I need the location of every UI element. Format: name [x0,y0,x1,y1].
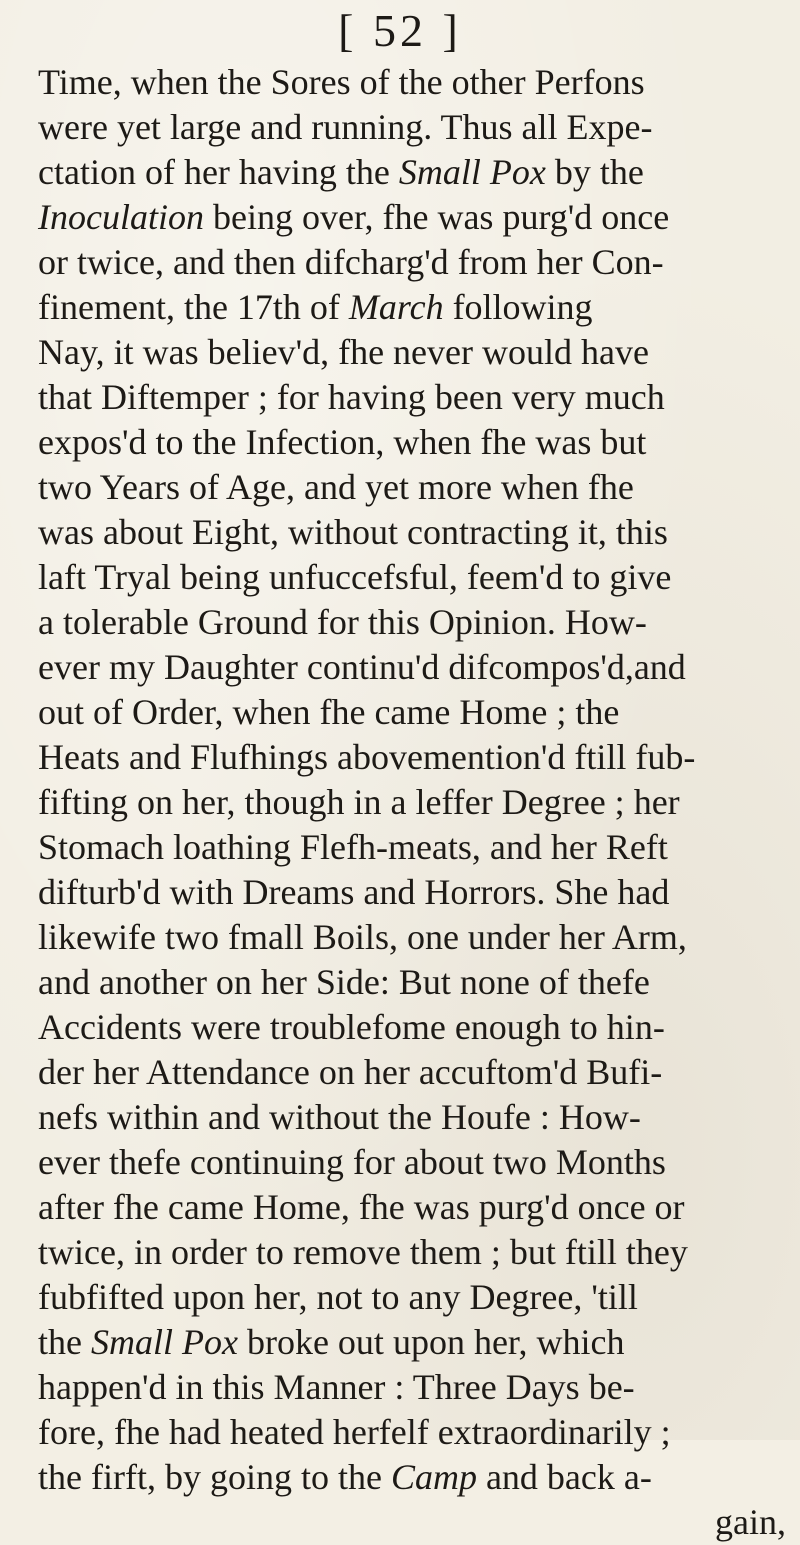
text-line: that Diftemper ; for having been very much [38,377,665,417]
text-line: Nay, it was believ'd, fhe never would have [38,332,649,372]
text-line: a tolerable Ground for this Opinion. How- [38,602,647,642]
text-line: fore, fhe had heated herfelf extraordinarily ; [38,1412,671,1452]
text-line: nefs within and without the Houfe : How- [38,1097,641,1137]
body-text [38,60,798,1545]
text-line: Stomach loathing Flefh-meats, and her Reft [38,827,668,867]
page-number: [ 52 ] [338,5,462,56]
text-line: ever thefe continuing for about two Months [38,1142,666,1182]
italic-term: Inoculation [38,197,204,237]
text-line: Heats and Flufhings abovemention'd ftill fub- [38,737,696,777]
text-line: twice, in order to remove them ; but ftill they [38,1232,688,1272]
text-line: out of Order, when fhe came Home ; the [38,692,620,732]
italic-term: Camp [390,1457,477,1497]
text-line: Inoculation being over, fhe was purg'd once [38,197,670,237]
text-line: were yet large and running. Thus all Expe- [38,107,653,147]
italic-term: Small Pox [90,1322,238,1362]
text-line: Accidents were troublefome enough to hin- [38,1007,665,1047]
text-line: ctation of her having the Small Pox by the [38,152,644,192]
text-line: two Years of Age, and yet more when fhe [38,467,634,507]
text-line: or twice, and then difcharg'd from her Con- [38,242,664,282]
text-line: likewife two fmall Boils, one under her Arm, [38,917,687,957]
text-line: fifting on her, though in a leffer Degree ; her [38,782,680,822]
text-line: Time, when the Sores of the other Perfons [38,62,645,102]
text-line: was about Eight, without contracting it, this [38,512,668,552]
text-line: and another on her Side: But none of thefe [38,962,650,1002]
text-line: after fhe came Home, fhe was purg'd once or [38,1187,685,1227]
text-line: happen'd in this Manner : Three Days be- [38,1367,635,1407]
text-line: fubfifted upon her, not to any Degree, 'till [38,1277,638,1317]
text-line: the Small Pox broke out upon her, which [38,1322,625,1362]
text-line: ever my Daughter continu'd difcompos'd,and [38,647,686,687]
text-line: der her Attendance on her accuftom'd Bufi- [38,1052,663,1092]
text-line: finement, the 17th of March following [38,287,593,327]
text-line: the firft, by going to the Camp and back a- [38,1457,652,1497]
italic-term: March [348,287,444,327]
text-line: gain, [715,1502,786,1542]
text-line: difturb'd with Dreams and Horrors. She had [38,872,670,912]
italic-term: Small Pox [398,152,546,192]
text-line: laft Tryal being unfuccefsful, feem'd to give [38,557,672,597]
text-line: expos'd to the Infection, when fhe was but [38,422,647,462]
